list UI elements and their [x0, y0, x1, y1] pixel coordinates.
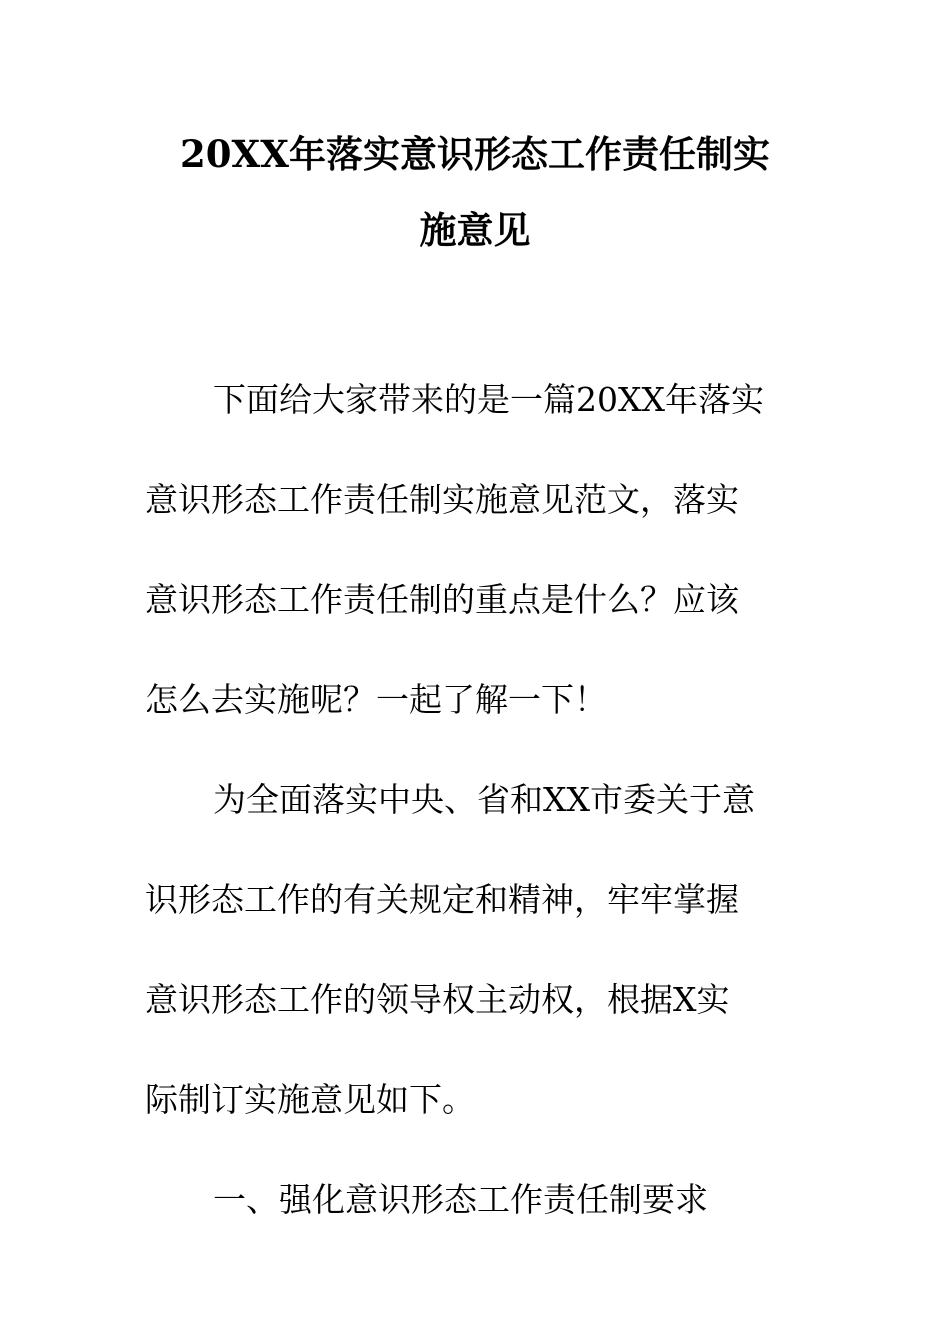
- section-heading: 一、强化意识形态工作责任制要求: [213, 1180, 708, 1219]
- paragraph-2-line-2: 识形态工作的有关规定和精神，牢牢掌握: [145, 880, 739, 919]
- paragraph-1-line-4: 怎么去实施呢？一起了解一下！: [145, 680, 607, 719]
- paragraph-1-line-3: 意识形态工作责任制的重点是什么？应该: [145, 580, 739, 619]
- document-title-line-2: 施意见: [419, 208, 531, 252]
- paragraph-1-line-2: 意识形态工作责任制实施意见范文，落实: [145, 480, 739, 519]
- paragraph-2-line-1: 为全面落实中央、省和XX市委关于意: [213, 780, 755, 819]
- paragraph-2-line-3: 意识形态工作的领导权主动权，根据X实: [145, 980, 730, 1019]
- paragraph-2-line-4: 际制订实施意见如下。: [145, 1080, 475, 1119]
- paragraph-1-line-1: 下面给大家带来的是一篇20XX年落实: [213, 380, 764, 419]
- document-title-line-1: 20XX年落实意识形态工作责任制实: [180, 132, 770, 176]
